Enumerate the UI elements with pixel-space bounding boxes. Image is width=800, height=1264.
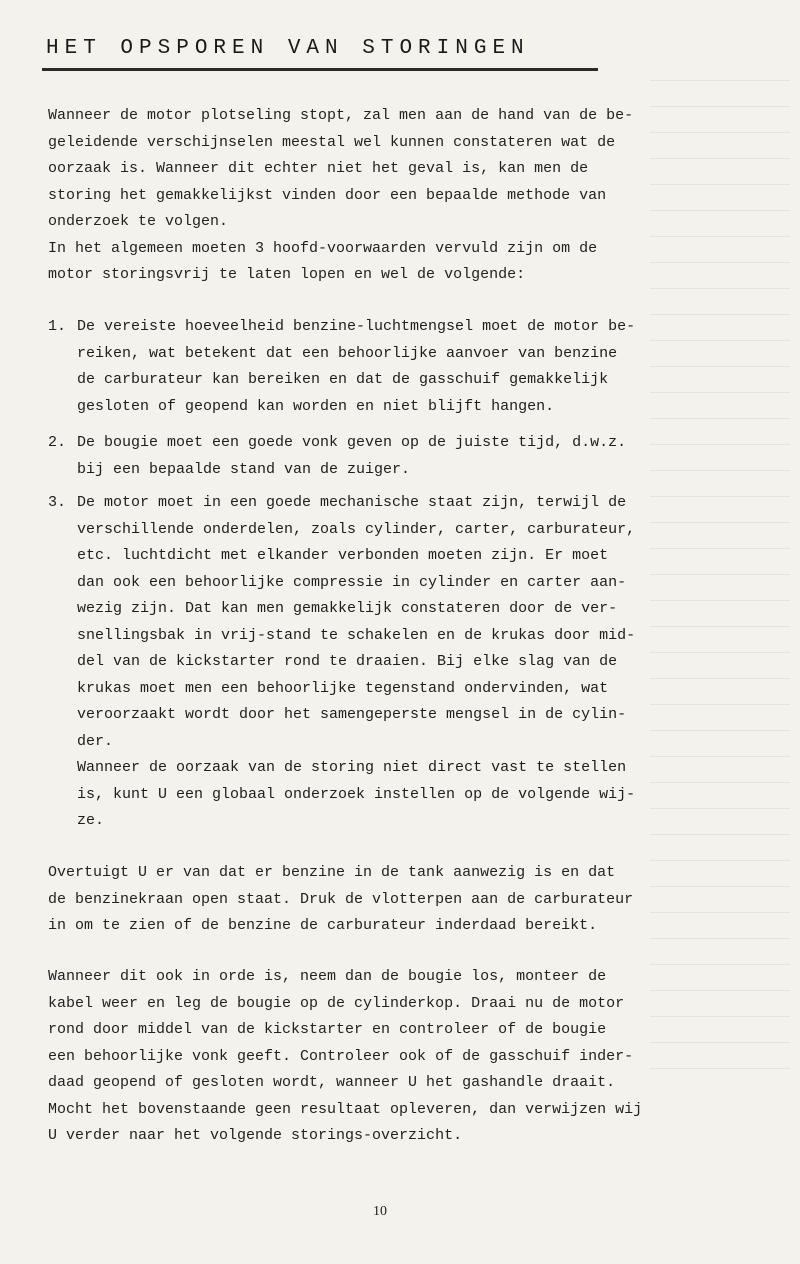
text-line: etc. luchtdicht met elkander verbonden moeten zijn. Er moet — [77, 547, 609, 564]
text-line: motor storingsvrij te laten lopen en wel de volgende: — [48, 266, 526, 283]
list-item-body — [77, 430, 697, 483]
text-line: snellingsbak in vrij-stand te schakelen en de krukas door mid- — [77, 626, 636, 644]
text-line: der. — [77, 732, 114, 750]
text-line: geleidende verschijnselen meestal wel kunnen constateren wat de — [48, 133, 616, 151]
list-item-number: 1. — [48, 318, 67, 335]
text-line: U verder naar het volgende storings-overzicht. — [48, 1127, 463, 1144]
text-line: daad geopend of gesloten wordt, wanneer U het gashandle draait. — [48, 1074, 616, 1091]
text-line: Wanneer de oorzaak van de storing niet direct vast te stellen — [77, 759, 627, 776]
paragraph-fuel-check — [48, 860, 698, 940]
text-line: rond door middel van de kickstarter en controleer of de bougie — [48, 1021, 607, 1038]
paragraph-spark-check — [48, 964, 698, 1150]
text-line: verschillende onderdelen, zoals cylinder, carter, carburateur, — [77, 520, 636, 538]
text-line: bij een bepaalde stand van de zuiger. — [77, 460, 411, 478]
page-title: HET OPSPOREN VAN STORINGEN — [46, 37, 530, 60]
text-line: Overtuigt U er van dat er benzine in de tank aanwezig is en dat — [48, 864, 616, 881]
text-line: gesloten of geopend kan worden en niet blijft hangen. — [77, 397, 555, 415]
text-line: oorzaak is. Wanneer dit echter niet het geval is, kan men de — [48, 160, 589, 177]
list-item-body — [77, 490, 697, 835]
text-line: krukas moet men een behoorlijke tegenstand ondervinden, wat — [77, 679, 609, 697]
text-line: del van de kickstarter rond te draaien. Bij elke slag van de — [77, 653, 618, 670]
text-line: Wanneer dit ook in orde is, neem dan de bougie los, monteer de — [48, 968, 607, 985]
text-line: De vereiste hoeveelheid benzine-luchtmengsel moet de motor be- — [77, 318, 636, 335]
text-line: In het algemeen moeten 3 hoofd-voorwaarden vervuld zijn om de — [48, 239, 598, 257]
text-line: in om te zien of de benzine de carburateur inderdaad bereikt. — [48, 917, 598, 934]
text-line: Mocht het bovenstaande geen resultaat opleveren, dan verwijzen wij — [48, 1100, 643, 1118]
text-line: de carburateur kan bereiken en dat de gasschuif gemakkelijk — [77, 371, 609, 388]
text-line: veroorzaakt wordt door het samengeperste mengsel in de cylin- — [77, 706, 627, 723]
text-line: onderzoek te volgen. — [48, 213, 229, 230]
text-line: wezig zijn. Dat kan men gemakkelijk constateren door de ver- — [77, 600, 618, 617]
intro-paragraph — [48, 103, 698, 289]
text-line: De motor moet in een goede mechanische staat zijn, terwijl de — [77, 494, 627, 511]
text-line: is, kunt U een globaal onderzoek instellen op de volgende wij- — [77, 785, 636, 803]
text-line: De bougie moet een goede vonk geven op de juiste tijd, d.w.z. — [77, 434, 627, 451]
list-item-number: 2. — [48, 434, 67, 451]
text-line: Wanneer de motor plotseling stopt, zal men aan de hand van de be- — [48, 107, 634, 124]
page-number: 10 — [373, 1204, 387, 1219]
text-line: een behoorlijke vonk geeft. Controleer ook of de gasschuif inder- — [48, 1047, 634, 1065]
text-line: kabel weer en leg de bougie op de cylinderkop. Draai nu de motor — [48, 994, 625, 1012]
title-bar — [42, 34, 598, 71]
list-item-number: 3. — [48, 494, 67, 511]
text-line: dan ook een behoorlijke compressie in cylinder en carter aan- — [77, 573, 627, 591]
text-line: reiken, wat betekent dat een behoorlijke aanvoer van benzine — [77, 344, 618, 362]
text-line: storing het gemakkelijkst vinden door een bepaalde methode van — [48, 186, 607, 204]
list-item-body — [77, 314, 697, 420]
text-line: ze. — [77, 812, 105, 829]
text-line: de benzinekraan open staat. Druk de vlotterpen aan de carburateur — [48, 890, 634, 908]
